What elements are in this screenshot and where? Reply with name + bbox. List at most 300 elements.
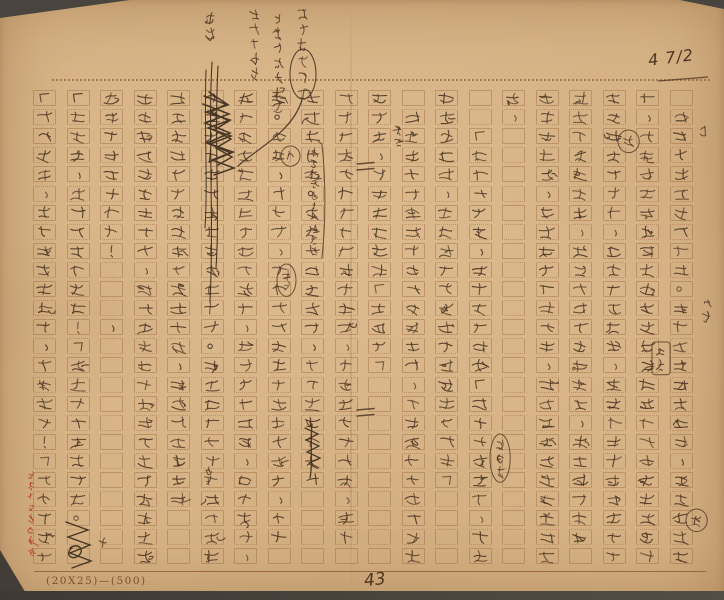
grid-cell bbox=[469, 300, 492, 316]
header-rule bbox=[52, 79, 710, 81]
grid-cell bbox=[100, 109, 123, 125]
grid-cell bbox=[502, 300, 525, 316]
grid-cell bbox=[536, 147, 559, 163]
grid-cell bbox=[167, 377, 190, 393]
grid-cell bbox=[268, 166, 291, 182]
grid-cell bbox=[402, 491, 425, 507]
grid-cell bbox=[134, 357, 157, 373]
grid-cell bbox=[33, 357, 56, 373]
grid-cell bbox=[670, 510, 693, 526]
grid-cell bbox=[402, 453, 425, 469]
grid-cell bbox=[603, 147, 626, 163]
grid-cell bbox=[569, 147, 592, 163]
grid-cell bbox=[536, 396, 559, 412]
grid-cell bbox=[33, 415, 56, 431]
grid-cell bbox=[536, 224, 559, 240]
grid-cell bbox=[100, 529, 123, 545]
grid-cell bbox=[502, 90, 525, 106]
grid-cell bbox=[134, 224, 157, 240]
grid-cell bbox=[636, 300, 659, 316]
grid-cell bbox=[569, 415, 592, 431]
grid-cell bbox=[234, 186, 257, 202]
grid-cell bbox=[167, 128, 190, 144]
grid-cell bbox=[569, 396, 592, 412]
grid-cell bbox=[100, 434, 123, 450]
grid-cell bbox=[636, 338, 659, 354]
grid-cell bbox=[636, 243, 659, 259]
grid-cell bbox=[435, 377, 458, 393]
grid-cell bbox=[167, 472, 190, 488]
grid-cell bbox=[301, 243, 324, 259]
grid-cell bbox=[569, 491, 592, 507]
grid-cell bbox=[33, 243, 56, 259]
grid-cell bbox=[167, 510, 190, 526]
grid-cell bbox=[201, 166, 224, 182]
grid-cell bbox=[234, 472, 257, 488]
grid-cell bbox=[603, 300, 626, 316]
grid-cell bbox=[502, 224, 525, 240]
grid-cell bbox=[670, 166, 693, 182]
grid-cell bbox=[201, 90, 224, 106]
grid-cell bbox=[603, 453, 626, 469]
grid-cell bbox=[502, 472, 525, 488]
grid-cell bbox=[201, 529, 224, 545]
grid-cell bbox=[268, 338, 291, 354]
grid-cell bbox=[536, 243, 559, 259]
grid-cell bbox=[502, 147, 525, 163]
margin-note-right-1 bbox=[700, 126, 706, 136]
grid-cell bbox=[435, 548, 458, 564]
grid-cell bbox=[201, 491, 224, 507]
grid-cell bbox=[167, 396, 190, 412]
grid-cell bbox=[268, 491, 291, 507]
grid-cell bbox=[435, 472, 458, 488]
grid-cell bbox=[435, 491, 458, 507]
grid-cell bbox=[167, 434, 190, 450]
grid-cell bbox=[435, 319, 458, 335]
grid-cell bbox=[268, 243, 291, 259]
grid-cell bbox=[335, 510, 358, 526]
grid-cell bbox=[435, 166, 458, 182]
grid-cell bbox=[569, 300, 592, 316]
grid-cell bbox=[636, 109, 659, 125]
grid-cell bbox=[335, 434, 358, 450]
grid-cell bbox=[234, 529, 257, 545]
grid-cell bbox=[469, 472, 492, 488]
grid-cell bbox=[636, 166, 659, 182]
grid-cell bbox=[234, 166, 257, 182]
grid-cell bbox=[301, 224, 324, 240]
grid-cell bbox=[502, 243, 525, 259]
grid-cell bbox=[201, 109, 224, 125]
grid-cell bbox=[167, 243, 190, 259]
grid-cell bbox=[502, 491, 525, 507]
grid-cell bbox=[33, 453, 56, 469]
grid-cell bbox=[201, 319, 224, 335]
grid-cell bbox=[536, 319, 559, 335]
grid-cell bbox=[368, 147, 391, 163]
grid-cell bbox=[636, 434, 659, 450]
grid-cell bbox=[100, 357, 123, 373]
grid-cell bbox=[569, 109, 592, 125]
grid-cell bbox=[100, 166, 123, 182]
grid-cell bbox=[100, 319, 123, 335]
grid-cell bbox=[536, 186, 559, 202]
grid-cell bbox=[670, 434, 693, 450]
grid-cell bbox=[134, 377, 157, 393]
grid-cell bbox=[402, 396, 425, 412]
grid-cell bbox=[569, 205, 592, 221]
grid-cell bbox=[100, 205, 123, 221]
grid-cell bbox=[33, 396, 56, 412]
grid-cell bbox=[569, 166, 592, 182]
grid-cell bbox=[435, 186, 458, 202]
grid-cell bbox=[402, 205, 425, 221]
grid-cell bbox=[167, 109, 190, 125]
grid-cell bbox=[33, 205, 56, 221]
grid-cell bbox=[134, 510, 157, 526]
grid-cell bbox=[167, 529, 190, 545]
grid-cell bbox=[301, 205, 324, 221]
grid-cell bbox=[67, 396, 90, 412]
grid-cell bbox=[603, 109, 626, 125]
grid-cell bbox=[603, 491, 626, 507]
grid-cell bbox=[201, 147, 224, 163]
grid-cell bbox=[368, 186, 391, 202]
grid-cell bbox=[268, 472, 291, 488]
grid-cell bbox=[368, 205, 391, 221]
grid-cell bbox=[670, 338, 693, 354]
grid-cell bbox=[636, 472, 659, 488]
grid-cell bbox=[268, 90, 291, 106]
grid-cell bbox=[502, 510, 525, 526]
grid-cell bbox=[100, 338, 123, 354]
grid-cell bbox=[201, 205, 224, 221]
grid-cell bbox=[268, 128, 291, 144]
grid-cell bbox=[469, 205, 492, 221]
grid-cell bbox=[636, 377, 659, 393]
grid-cell bbox=[435, 510, 458, 526]
grid-cell bbox=[469, 109, 492, 125]
grid-cell bbox=[469, 262, 492, 278]
grid-cell bbox=[134, 472, 157, 488]
grid-cell bbox=[67, 205, 90, 221]
grid-cell bbox=[234, 243, 257, 259]
grid-cell bbox=[670, 529, 693, 545]
grid-cell bbox=[33, 147, 56, 163]
grid-cell bbox=[134, 205, 157, 221]
grid-cell bbox=[100, 128, 123, 144]
grid-cell bbox=[167, 453, 190, 469]
grid-cell bbox=[469, 128, 492, 144]
grid-cell bbox=[569, 281, 592, 297]
grid-cell bbox=[33, 281, 56, 297]
grid-cell bbox=[134, 147, 157, 163]
grid-cell bbox=[234, 147, 257, 163]
grid-cell bbox=[268, 205, 291, 221]
grid-cell bbox=[67, 510, 90, 526]
grid-cell bbox=[234, 377, 257, 393]
grid-cell bbox=[67, 109, 90, 125]
top-margin-annotation-line3 bbox=[250, 10, 259, 80]
grid-cell bbox=[335, 529, 358, 545]
grid-cell bbox=[201, 415, 224, 431]
grid-cell bbox=[167, 300, 190, 316]
grid-cell bbox=[670, 472, 693, 488]
grid-cell bbox=[234, 90, 257, 106]
grid-cell bbox=[636, 453, 659, 469]
grid-cell bbox=[167, 281, 190, 297]
grid-cell bbox=[234, 128, 257, 144]
grid-cell bbox=[268, 529, 291, 545]
grid-cell bbox=[569, 529, 592, 545]
grid-cell bbox=[301, 128, 324, 144]
grid-cell bbox=[234, 396, 257, 412]
grid-cell bbox=[569, 243, 592, 259]
grid-cell bbox=[167, 224, 190, 240]
grid-cell bbox=[335, 281, 358, 297]
grid-cell bbox=[402, 186, 425, 202]
grid-cell bbox=[335, 415, 358, 431]
grid-cell bbox=[536, 434, 559, 450]
grid-cell bbox=[368, 281, 391, 297]
grid-cell bbox=[670, 109, 693, 125]
grid-cell bbox=[301, 357, 324, 373]
grid-cell bbox=[636, 205, 659, 221]
grid-cell bbox=[368, 128, 391, 144]
grid-cell bbox=[603, 319, 626, 335]
grid-cell bbox=[469, 224, 492, 240]
grid-cell bbox=[301, 491, 324, 507]
grid-cell bbox=[502, 319, 525, 335]
grid-cell bbox=[67, 243, 90, 259]
grid-cell bbox=[67, 434, 90, 450]
grid-cell bbox=[301, 186, 324, 202]
grid-cell bbox=[100, 90, 123, 106]
grid-cell bbox=[502, 396, 525, 412]
grid-cell bbox=[603, 243, 626, 259]
grid-cell bbox=[67, 281, 90, 297]
grid-cell bbox=[234, 357, 257, 373]
grid-cell bbox=[435, 453, 458, 469]
grid-cell bbox=[469, 186, 492, 202]
grid-cell bbox=[368, 472, 391, 488]
grid-cell bbox=[335, 357, 358, 373]
grid-cell bbox=[368, 319, 391, 335]
grid-cell bbox=[368, 434, 391, 450]
grid-cell bbox=[536, 377, 559, 393]
grid-cell bbox=[469, 415, 492, 431]
grid-cell bbox=[134, 338, 157, 354]
grid-cell bbox=[67, 377, 90, 393]
grid-cell bbox=[368, 262, 391, 278]
grid-cell bbox=[502, 529, 525, 545]
grid-cell bbox=[569, 434, 592, 450]
grid-cell bbox=[368, 377, 391, 393]
grid-cell bbox=[268, 377, 291, 393]
grid-cell bbox=[368, 243, 391, 259]
grid-cell bbox=[402, 510, 425, 526]
grid-cell bbox=[167, 186, 190, 202]
grid-cell bbox=[301, 166, 324, 182]
grid-cell bbox=[67, 529, 90, 545]
grid-cell bbox=[100, 472, 123, 488]
grid-cell bbox=[368, 109, 391, 125]
grid-cell bbox=[100, 147, 123, 163]
grid-cell bbox=[502, 281, 525, 297]
photo-corner-top-right bbox=[680, 0, 724, 9]
grid-cell bbox=[603, 224, 626, 240]
grid-cell bbox=[100, 491, 123, 507]
grid-cell bbox=[100, 281, 123, 297]
grid-cell bbox=[368, 90, 391, 106]
grid-cell bbox=[201, 510, 224, 526]
grid-cell bbox=[636, 147, 659, 163]
grid-cell bbox=[335, 377, 358, 393]
grid-cell bbox=[234, 109, 257, 125]
grid-cell bbox=[469, 357, 492, 373]
grid-cell bbox=[402, 109, 425, 125]
grid-cell bbox=[603, 90, 626, 106]
grid-cell bbox=[201, 128, 224, 144]
grid-cell bbox=[33, 338, 56, 354]
grid-cell bbox=[502, 453, 525, 469]
grid-cell bbox=[268, 453, 291, 469]
grid-cell bbox=[502, 186, 525, 202]
grid-cell bbox=[301, 147, 324, 163]
grid-cell bbox=[234, 510, 257, 526]
grid-cell bbox=[435, 396, 458, 412]
grid-cell bbox=[301, 453, 324, 469]
grid-cell bbox=[134, 262, 157, 278]
grid-cell bbox=[435, 434, 458, 450]
top-margin-annotation-line1 bbox=[298, 10, 310, 100]
grid-cell bbox=[402, 472, 425, 488]
grid-cell bbox=[33, 166, 56, 182]
grid-cell bbox=[33, 472, 56, 488]
grid-cell bbox=[67, 186, 90, 202]
grid-cell bbox=[603, 166, 626, 182]
grid-cell bbox=[167, 262, 190, 278]
grid-cell bbox=[670, 128, 693, 144]
grid-cell bbox=[402, 300, 425, 316]
grid-cell bbox=[201, 357, 224, 373]
grid-cell bbox=[670, 396, 693, 412]
grid-cell bbox=[368, 510, 391, 526]
grid-cell bbox=[335, 262, 358, 278]
grid-cell bbox=[201, 548, 224, 564]
grid-cell bbox=[469, 243, 492, 259]
grid-cell bbox=[67, 319, 90, 335]
grid-cell bbox=[268, 186, 291, 202]
grid-cell bbox=[335, 300, 358, 316]
grid-cell bbox=[435, 262, 458, 278]
grid-cell bbox=[502, 128, 525, 144]
grid-cell bbox=[469, 491, 492, 507]
grid-cell bbox=[435, 205, 458, 221]
grid-cell bbox=[134, 243, 157, 259]
grid-cell bbox=[402, 281, 425, 297]
grid-cell bbox=[569, 377, 592, 393]
grid-cell bbox=[234, 300, 257, 316]
grid-cell bbox=[670, 548, 693, 564]
grid-cell bbox=[134, 453, 157, 469]
grid-cell bbox=[134, 491, 157, 507]
grid-cell bbox=[435, 109, 458, 125]
grid-cell bbox=[268, 281, 291, 297]
grid-cell bbox=[670, 224, 693, 240]
grid-cell bbox=[670, 90, 693, 106]
grid-cell bbox=[536, 205, 559, 221]
grid-cell bbox=[502, 262, 525, 278]
grid-cell bbox=[167, 147, 190, 163]
grid-cell bbox=[234, 548, 257, 564]
grid-cell bbox=[301, 109, 324, 125]
grid-cell bbox=[268, 319, 291, 335]
grid-cell bbox=[268, 415, 291, 431]
grid-cell bbox=[636, 415, 659, 431]
grid-cell bbox=[134, 186, 157, 202]
grid-cell bbox=[536, 491, 559, 507]
grid-cell bbox=[100, 415, 123, 431]
grid-cell bbox=[636, 186, 659, 202]
grid-cell bbox=[502, 377, 525, 393]
grid-cell bbox=[536, 281, 559, 297]
grid-cell bbox=[469, 319, 492, 335]
grid-cell bbox=[569, 128, 592, 144]
grid-cell bbox=[435, 243, 458, 259]
grid-cell bbox=[469, 396, 492, 412]
grid-cell bbox=[402, 243, 425, 259]
grid-cell bbox=[536, 548, 559, 564]
grid-cell bbox=[469, 147, 492, 163]
grid-cell bbox=[569, 510, 592, 526]
grid-cell bbox=[603, 510, 626, 526]
grid-cell bbox=[402, 128, 425, 144]
grid-cell bbox=[134, 90, 157, 106]
grid-cell bbox=[502, 415, 525, 431]
grid-cell bbox=[670, 319, 693, 335]
grid-cell bbox=[100, 396, 123, 412]
grid-cell bbox=[268, 262, 291, 278]
grid-cell bbox=[134, 109, 157, 125]
grid-cell bbox=[469, 548, 492, 564]
grid-cell bbox=[100, 224, 123, 240]
grid-cell bbox=[134, 396, 157, 412]
grid-cell bbox=[134, 529, 157, 545]
grid-cell bbox=[636, 510, 659, 526]
grid-cell bbox=[569, 548, 592, 564]
grid-cell bbox=[268, 224, 291, 240]
grid-cell bbox=[536, 262, 559, 278]
grid-cell bbox=[201, 453, 224, 469]
grid-cell bbox=[201, 243, 224, 259]
grid-cell bbox=[670, 415, 693, 431]
grid-cell bbox=[134, 281, 157, 297]
grid-cell bbox=[335, 166, 358, 182]
grid-cell bbox=[201, 377, 224, 393]
grid-cell bbox=[335, 128, 358, 144]
grid-cell bbox=[569, 338, 592, 354]
grid-cell bbox=[100, 186, 123, 202]
grid-cell bbox=[301, 510, 324, 526]
grid-cell bbox=[536, 472, 559, 488]
grid-cell bbox=[368, 224, 391, 240]
grid-cell bbox=[435, 90, 458, 106]
grid-cell bbox=[368, 415, 391, 431]
grid-cell bbox=[134, 300, 157, 316]
grid-cell bbox=[603, 377, 626, 393]
